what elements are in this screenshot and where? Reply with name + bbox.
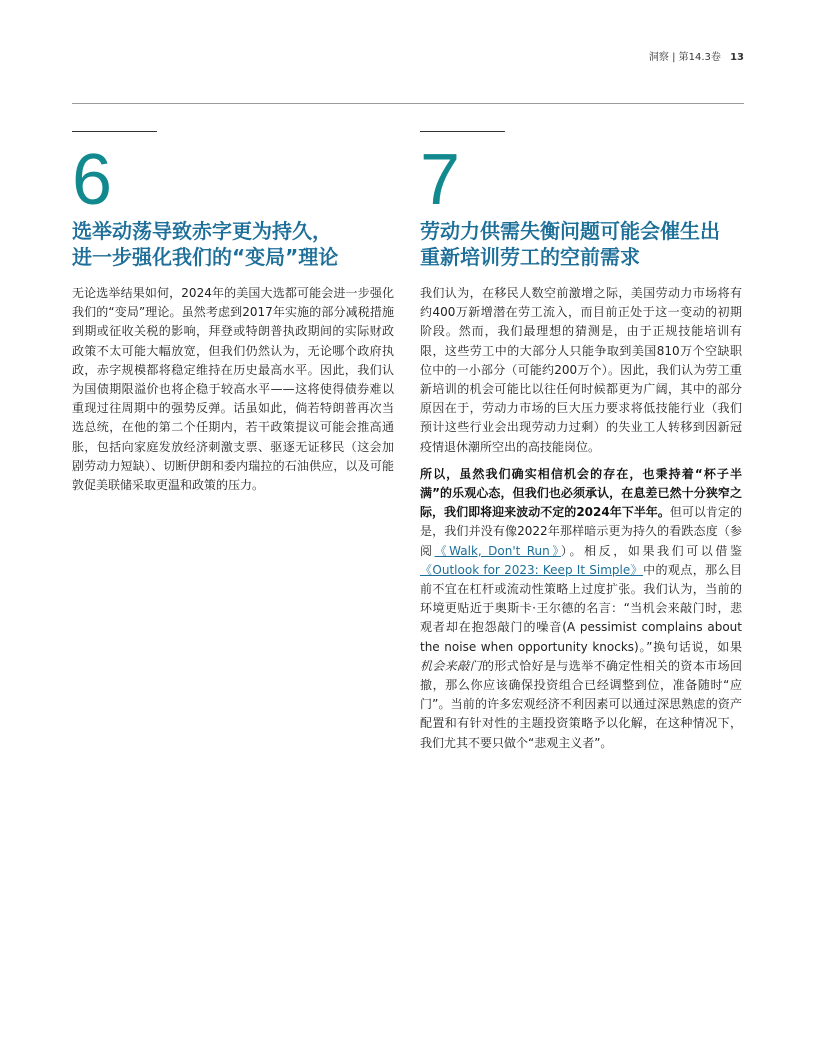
section-6-title-line1: 选举动荡导致赤字更为持久， [72,219,332,243]
section-7-paragraph-2 [420,465,742,753]
section-7-text-b: ）。相反，如果我们可以借鉴 [560,543,742,558]
section-6-number: 6 [72,140,113,220]
section-7-title [420,218,742,270]
section-6-body [72,284,394,495]
section-7-text-d: 的形式恰好是与选举不确定性相关的资本市场回撤，那么你应该确保投资组合已经调整到位，准备随时“应门”。当前的许多宏观经济不利因素可以通过深思熟虑的资产配置和有针对性的主题投资策略予以化解，在这种情况下，我们尤其不要只做个“悲观主义者”。 [420,658,742,750]
page-header [649,48,744,63]
section-6-title [72,218,394,270]
section-7-rule [420,131,505,132]
section-7-title-line1: 劳动力供需失衡问题可能会催生出 [420,219,720,243]
section-6-rule [72,131,157,132]
section-6 [72,131,394,495]
walk-dont-run-link[interactable]: 《Walk, Don't Run》 [434,543,561,558]
page-number: 13 [730,52,744,63]
section-7-body [420,284,742,753]
publication-title: 洞察 | 第14.3卷 [648,52,721,63]
section-7-paragraph-1: 我们认为，在移民人数空前激增之际，美国劳动力市场将有约400万新增潜在劳工流入，而目前正处于这一变动的初期阶段。然而，我们最理想的猜测是，由于正规技能培训有限，这些劳工中的大部分人只能争取到美国810万个空缺职位中的一小部分（可能约200万个）。因此，我们认为劳工重新培训的机会可能比以往任何时候都更为广阔，其中的部分原因在于，劳动力市场的巨大压力要求将低技能行业（我们预计这些行业会出现劳动力过剩）的失业工人转移到因新冠疫情退休潮所空出的高技能岗位。 [420,286,742,454]
section-7-text-c: 中的观点，那么目前不宜在杠杆或流动性策略上过度扩张。我们认为，当前的环境更贴近于奥斯卡·王尔德的名言：“当机会来敲门时，悲观者却在抱怨敲门的噪音(A pessimist complains about the noise when opportunity knocks)。”换句话说，如果 [420,562,742,654]
section-7-title-line2: 重新培训劳工的空前需求 [420,245,640,269]
section-6-paragraph-1: 无论选举结果如何，2024年的美国大选都可能会进一步强化我们的“变局”理论。虽然考虑到2017年实施的部分减税措施到期或征收关税的影响，拜登或特朗普执政期间的实际财政政策不太可能大幅放宽，但我们仍然认为，无论哪个政府执政，赤字规模都将稳定维持在历史最高水平。因此，我们认为国债期限溢价也将企稳于较高水平——这将使得债券难以重现过往周期中的强势反弹。话虽如此，倘若特朗普再次当选总统，在他的第二个任期内，若干政策提议可能会推高通胀，包括向家庭发放经济刺激支票、驱逐无证移民（这会加剧劳动力短缺）、切断伊朗和委内瑞拉的石油供应，以及可能敦促美联储采取更温和政策的压力。 [72,286,394,493]
section-7-number: 7 [420,140,461,220]
section-7-italic-phrase: 机会来敲门 [420,658,482,673]
section-6-title-line2: 进一步强化我们的“变局”理论 [72,245,339,269]
section-7 [420,131,742,753]
section-7-bold-lead: 所以，虽然我们确实相信机会的存在，也秉持着“杯子半满”的乐观心态，但我们也必须承认，在息差已然十分狭窄之际，我们即将迎来波动不定的2024年下半年。 [420,466,742,520]
section-7-text-a: 但可以肯定的是，我们并没有像2022年那样暗示更为持久的看跌态度（参阅 [420,505,742,558]
outlook-2023-link[interactable]: 《Outlook for 2023: Keep It Simple》 [420,562,644,577]
header-divider [72,103,744,104]
